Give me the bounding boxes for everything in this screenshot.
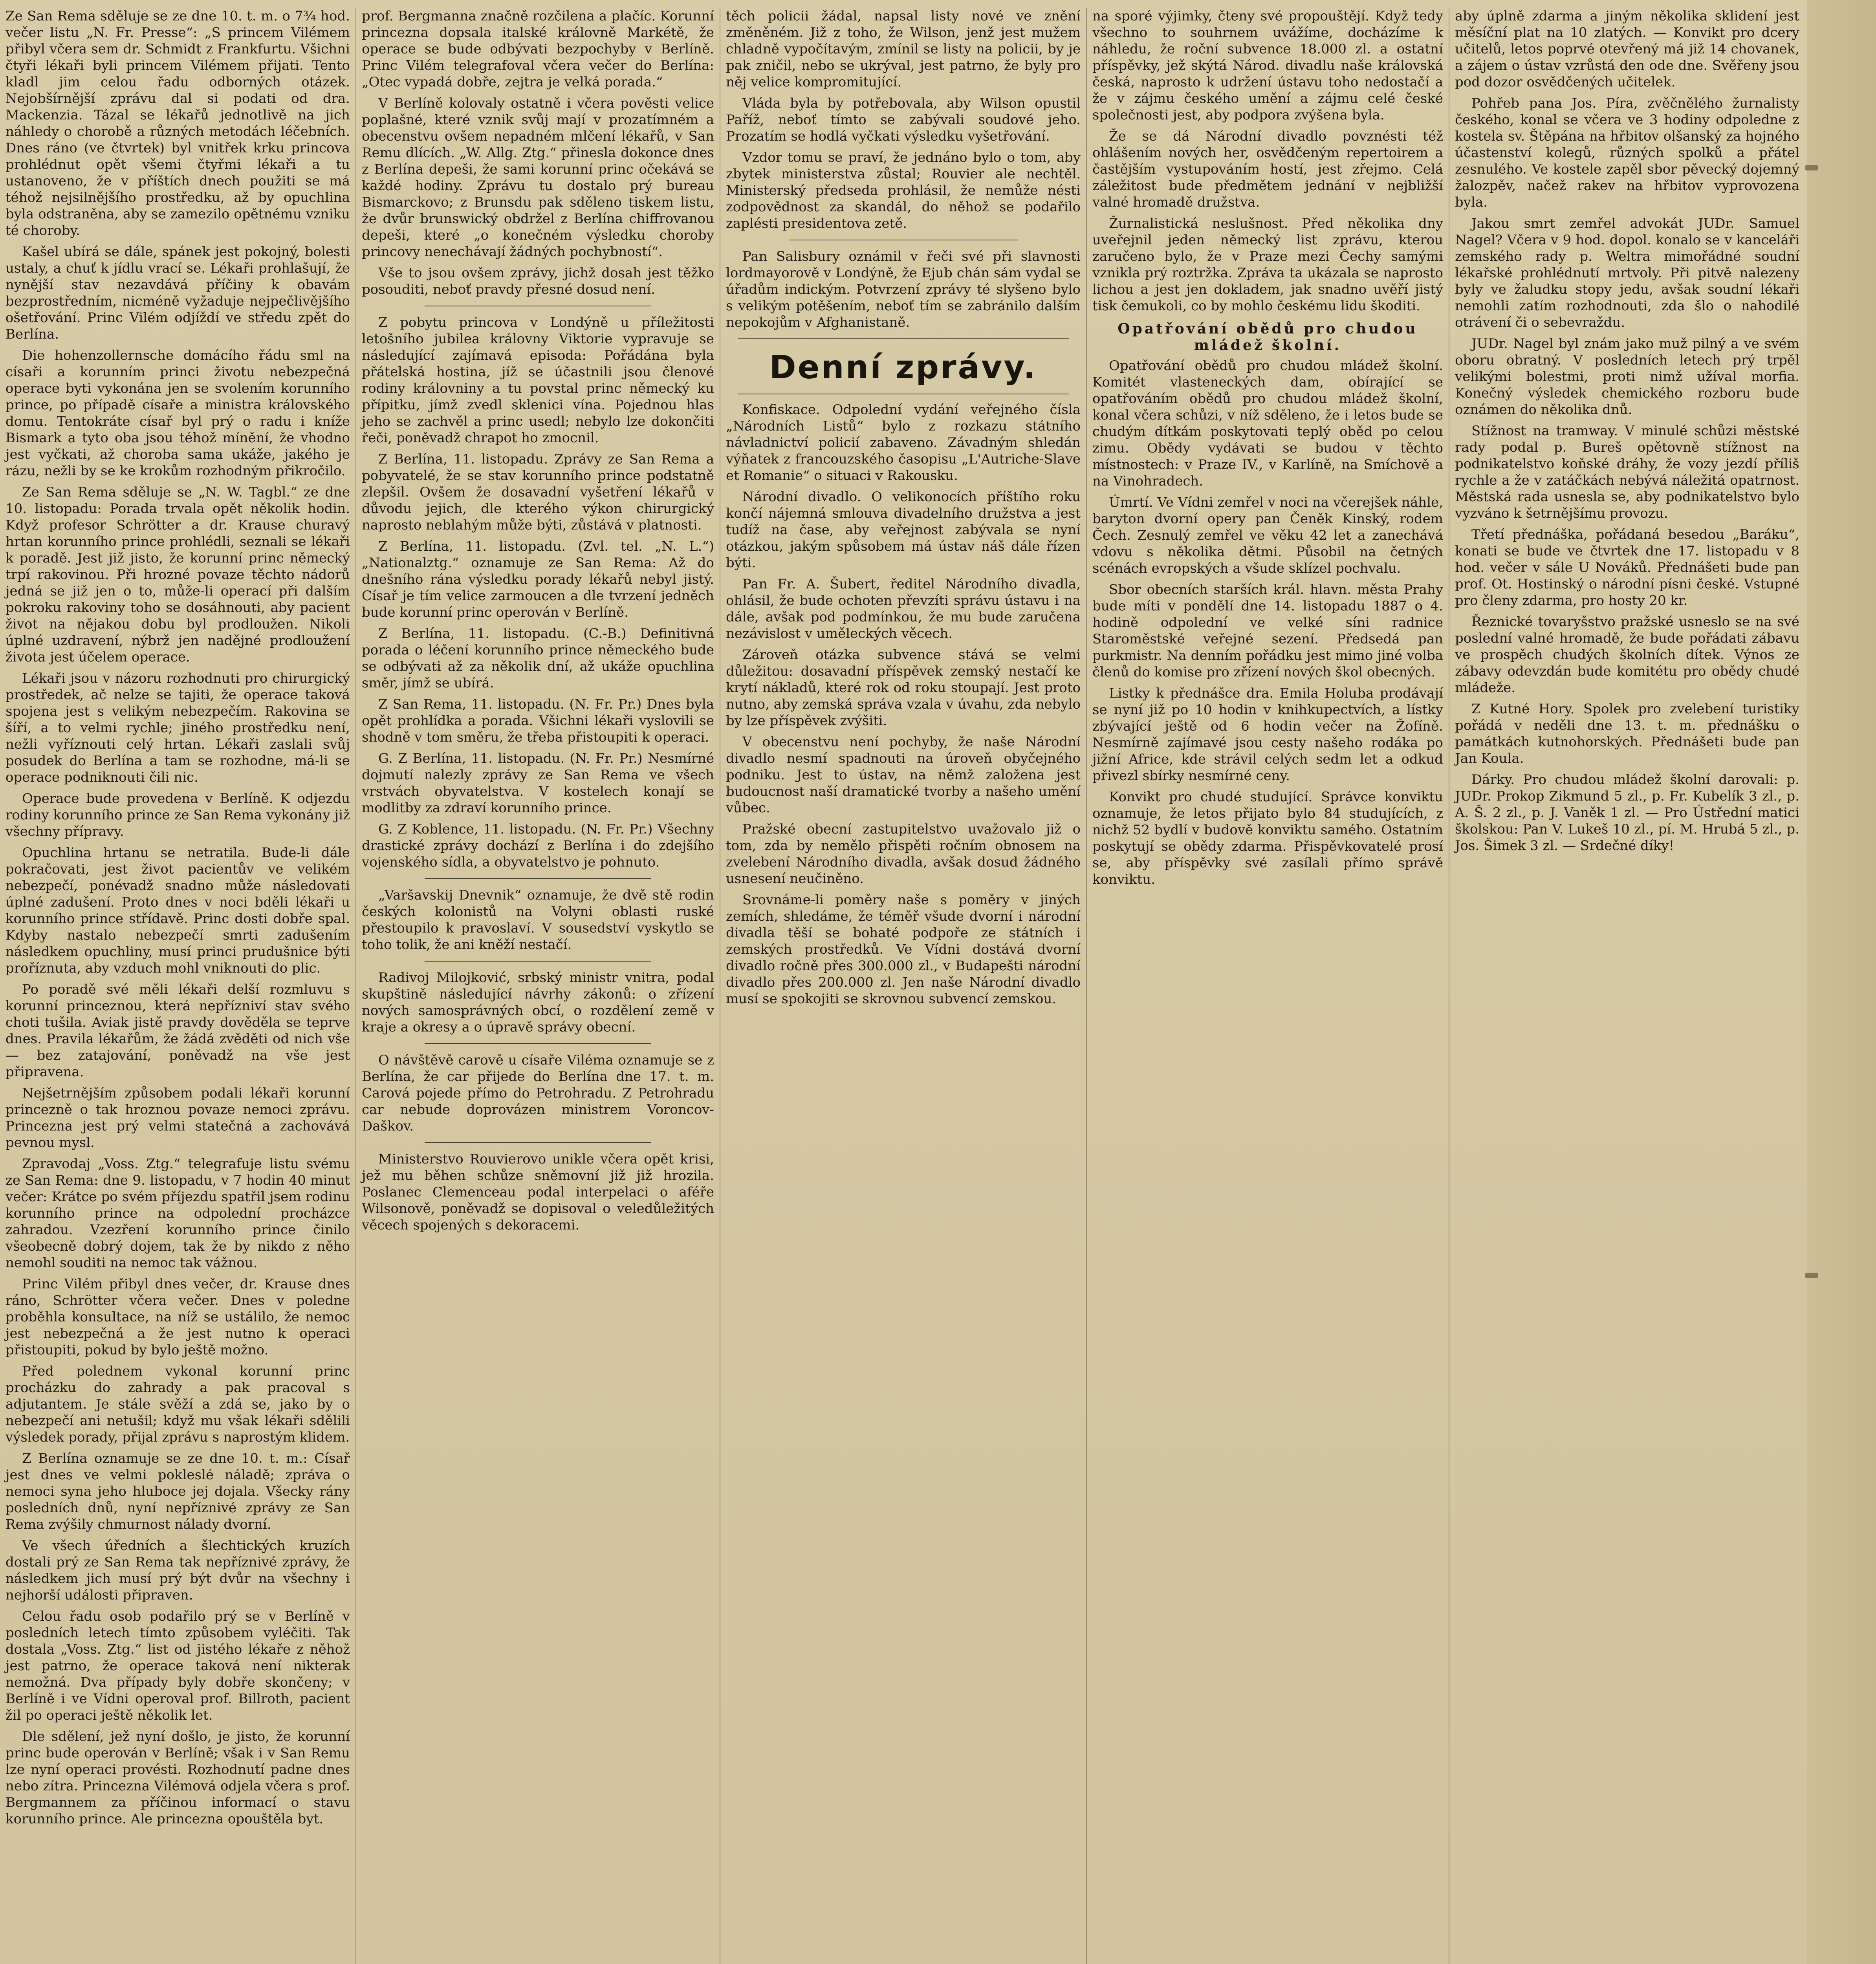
article-paragraph: Z Berlína, 11. listopadu. (C.-B.) Definitivná porada o léčení korunního prince německého bude se odbývati až za několik dní, až ukáže opuchlina směr, jímž se ubírá. [362,626,714,691]
binding-mark [1805,1273,1818,1278]
article-paragraph: Úmrtí. Ve Vídni zemřel v noci na včerejšek náhle, baryton dvorní opery pan Čeněk Kinský, rodem Čech. Zesnulý zemřel ve věku 42 let a zanechává vdovu s několika dětmi. Působil na četných scénách evropských a všude sklízel pochvalu. [1092,495,1443,576]
article-paragraph: Vláda byla by potřebovala, aby Wilson opustil Paříž, neboť tímto se zabývali soudové jeho. Prozatím se hodlá vyčkati výsledku vyšetřování. [726,95,1081,144]
section-divider [425,961,651,962]
article-paragraph: Pražské obecní zastupitelstvo uvažovalo již o tom, zda by nemělo přispěti ročním obnosem na zvelebení Národního divadla, avšak dosud žádného usnesení neučiněno. [726,821,1081,887]
article-paragraph: Pan Salisbury oznámil v řeči své při slavnosti lordmayorově v Londýně, že Ejub chán sám vydal se úřadům indickým. Potvrzení zprávy té slyšeno bylo s velikým potěšením, neboť tím se zabránilo dalším nepokojům v Afghanistaně. [726,249,1081,330]
article-paragraph: Radivoj Milojković, srbský ministr vnitra, podal skupštině následující návrhy zákonů: o zřízení nových samosprávných obcí, o rozdělení země v kraje a okresy a o úpravě správy obecní. [362,970,714,1035]
column-5 [1449,8,1805,1964]
article-paragraph: Pan Fr. A. Šubert, ředitel Národního divadla, ohlásil, že bude ochoten převzíti správu ústavu i na dále, avšak pod podmínkou, že mu bude zaručena nezávislost v uměleckých věcech. [726,576,1081,641]
article-paragraph: na sporé výjimky, čteny své propouštějí. Když tedy všechno to souhrnem uvážíme, docházíme k náhledu, že roční subvence 18.000 zl. a ostatní příspěvky, jež skýtá Národ. divadlu naše královská česká, naprosto k udržení ústavu toho nedostačí a že v zájmu českého umění a zájmu celé české společnosti jest, aby podpora zvýšena byla. [1092,8,1443,123]
article-paragraph: aby úplně zdarma a jiným několika sklidení jest měsíční plat na 10 zlatých. — Konvikt pro dcery učitelů, letos poprvé otevřený má již 14 chovanek, a zájem o ústav vzrůstá den ode dne. Svěřeny jsou pod dozor osvědčených učitelek. [1455,8,1799,90]
article-paragraph: G. Z Berlína, 11. listopadu. (N. Fr. Pr.) Nesmírné dojmutí nalezly zprávy ze San Rema ve všech vrstvách obyvatelstva. V kostelech konají se modlitby za zdraví korunního prince. [362,751,714,816]
article-paragraph: Po poradě své měli lékaři delší rozmluvu s korunní princeznou, která nepřízniví stav svého choti tušila. Aviak jistě pravdy dověděla se teprve dnes. Pravila lékařům, že žádá zvěděti od nich vše — bez zatajování, poněvadž na vše jest připravena. [5,982,350,1080]
section-divider [425,878,651,879]
article-paragraph: Z Berlína, 11. listopadu. Zprávy ze San Rema a pobyvatelé, že se stav korunního prince podstatně zlepšil. Ovšem že dosavadní vyšetření lékařů v důvodu jejich, dle kterého výkon chirurgický naprosto neblahým může býti, zůstává v platnosti. [362,451,714,533]
article-subheading: Opatřování obědů pro chudou mládež školní. [1118,321,1418,354]
article-paragraph: „Varšavskij Dnevnik“ oznamuje, že dvě stě rodin českých kolonistů na Volyni oblasti ruské přestoupilo k pravoslaví. V sousedství vyskytlo se toho tolik, že ani kněží nestačí. [362,887,714,953]
article-paragraph: Zpravodaj „Voss. Ztg.“ telegrafuje listu svému ze San Rema: dne 9. listopadu, v 7 hodin 40 minut večer: Krátce po svém příjezdu spatřil jsem rodinu korunního prince na odpolední procházce zahradou. Vzezření korunního prince činilo všeobecně dobrý dojem, tak že by nikdo z něho nemohl souditi na nemoc tak vážnou. [5,1156,350,1271]
article-paragraph: Z Kutné Hory. Spolek pro zvelebení turistiky pořádá v neděli dne 13. t. m. přednášku o památkách kutnohorských. Přednášeti bude pan Jan Koula. [1455,701,1799,766]
article-paragraph: JUDr. Nagel byl znám jako muž pilný a ve svém oboru obratný. V posledních letech prý trpěl velikými bolestmi, proti nimž užíval morfia. Konečný výsledek chemického rozboru bude oznámen do několika dnů. [1455,336,1799,418]
article-paragraph: Pohřeb pana Jos. Píra, zvěčnělého žurnalisty českého, konal se včera ve 3 hodiny odpoledne z kostela sv. Štěpána na hřbitov olšanský za hojného účastenství kolegů, různých spolků a přátel zesnulého. Ve kostele zapěl sbor pěvecký dojemný žalozpěv, načež rakev na hřbitov vyprovozena byla. [1455,95,1799,210]
article-paragraph: Jakou smrt zemřel advokát JUDr. Samuel Nagel? Včera v 9 hod. dopol. konalo se v kanceláři zemského rady p. Weltra mimořádné soudní lékařské prohlédnutí mrtvoly. Při pitvě nalezeny byly ve žaludku stopy jedu, avšak soudní lékaři nemohli zatím rozhodnouti, zda šlo o nahodilé otrávení či o sebevraždu. [1455,216,1799,330]
article-paragraph: Operace bude provedena v Berlíně. K odjezdu rodiny korunního prince ze San Rema vykonány již všechny přípravy. [5,791,350,839]
article-paragraph: Srovnáme-li poměry naše s poměry v jiných zemích, shledáme, že téměř všude dvorní i národní divadla těší se bohaté podpoře ze státních i zemských prostředků. Ve Vídni dostává dvorní divadlo ročně přes 300.000 zl., v Budapešti národní divadlo přes 200.000 zl. Jen naše Národní divadlo musí se spokojiti se skrovnou subvencí zemskou. [726,892,1081,1007]
article-paragraph: Lékaři jsou v názoru rozhodnuti pro chirurgický prostředek, ač nelze se tajiti, že operace taková spojena jest s velikým nebezpečím. Rakovina se šíří, a to velmi rychle; jiného prostředku není, nežli vyříznouti celý hrtan. Lékaři zaslali svůj posudek do Berlína a tam se rozhodne, má-li se operace podniknouti čili nic. [5,671,350,785]
binding-mark [1805,165,1818,170]
column-1 [0,8,355,1964]
article-paragraph: Ministerstvo Rouvierovo unikle včera opět krisi, jež mu běhen schůze sněmovní již již hrozila. Poslanec Clemenceau podal interpelaci o aféře Wilsonově, poněvadž se dopisoval o veledůležitých věcech spojených s dekoracemi. [362,1151,714,1233]
article-paragraph: Národní divadlo. O velikonocích příštího roku končí nájemná smlouva divadelního družstva a jest tudíž na čase, aby veřejnost zabývala se nyní otázkou, jakým spůsobem má ústav náš dále řízen býti. [726,489,1081,571]
section-divider [425,1142,651,1143]
article-paragraph: Stížnost na tramway. V minulé schůzi městské rady podal p. Bureš opětovně stížnost na podnikatelstvo koňské dráhy, že vozy jezdí příliš rychle a že v zatáčkách nebývá náležitá opatrnost. Městská rada usnesla se, aby podnikatelstvo bylo vyzváno k šetrnějšímu provozu. [1455,423,1799,521]
article-paragraph: Řeznické tovaryšstvo pražské usneslo se na své poslední valné hromadě, že bude pořádati zábavu ve prospěch chudých školních dítek. Výnos ze zábavy odevzdán bude komitétu pro obědy chudé mládeže. [1455,614,1799,696]
article-paragraph: Před polednem vykonal korunní princ procházku do zahrady a pak pracoval s adjutantem. Je stále svěží a zdá se, jako by o nebezpečí ani netušil; když mu však lékaři sdělili výsledek porady, přijal zprávu s naprostým klidem. [5,1363,350,1445]
article-paragraph: Opatřování obědů pro chudou mládež školní. Komitét vlasteneckých dam, obírající se opatřováním obědů pro chudou mládež školní, konal včera schůzi, v níž sděleno, že i letos bude se chudým dítkám poskytovati teplý oběd po celou zimu. Obědy vydávati se budou v těchto místnostech: v Praze IV., v Karlíně, na Smíchově a na Vinohradech. [1092,358,1443,489]
article-paragraph: Vzdor tomu se praví, že jednáno bylo o tom, aby zbytek ministerstva zůstal; Rouvier ale nechtěl. Ministerský předseda prohlásil, že nemůže nésti zodpovědnost za skandál, do něhož se podařilo zaplésti presidentova zetě. [726,150,1081,231]
article-paragraph: Zároveň otázka subvence stává se velmi důležitou: dosavadní příspěvek zemský nestačí ke krytí nákladů, které rok od roku stoupají. Jest proto nutno, aby zemská správa vzala v úvahu, zda nebylo by lze příspěvek zvýšiti. [726,647,1081,729]
article-paragraph: Konfiskace. Odpolední vydání veřejného čísla „Národních Listů“ bylo z rozkazu státního návladnictví policií zabaveno. Závadným shledán výňatek z francouzského časopisu „L'Autriche-Slave et Romanie“ o situaci v Rakousku. [726,402,1081,484]
article-paragraph: Z Berlína, 11. listopadu. (Zvl. tel. „N. L.“) „Nationalztg.“ oznamuje ze San Rema: Až do dnešního rána výsledku porady lékařů nebyl jistý. Císař je tím velice zarmoucen a dle tvrzení jedněch bude korunní princ operován v Berlíně. [362,539,714,620]
column-3 [720,8,1086,1964]
article-paragraph: Die hohenzollernsche domácího řádu sml na císaři a korunním princi životu nebezpečná operace byti vykonána jen se svolením korunního prince, po případě císaře a ministra královského domu. Tentokráte císař byl prý o radu i kníže Bismark a tyto oba jsou téhož mínění, že vhodno jest vyčkati, až choroba sama ukáže, jakého je rázu, nežli by se ke krokům rozhodným přikročilo. [5,348,350,479]
article-paragraph: Ve všech úředních a šlechtických kruzích dostali prý ze San Rema tak nepříznivé zprávy, že následkem jich musí prý být dvůr na všechny i nejhorší události připraven. [5,1538,350,1603]
article-paragraph: V obecenstvu není pochyby, že naše Národní divadlo nesmí spadnouti na úroveň obyčejného podniku. Jest to ústav, na němž založena jest budoucnost naší dramatické tvorby a našeho umění vůbec. [726,734,1081,816]
article-paragraph: Opuchlina hrtanu se netratila. Bude-li dále pokračovati, jest život pacientův ve velikém nebezpečí, ponévadž snadno může následovati úplné zadušení. Proto dnes v noci bděli lékaři u korunního prince střídavě. Princ dosti dobře spal. Kdyby nastalo nebezpečí smrti zadušením následkem opuchliny, musí princi prudušnice býti proříznuta, aby vzduch mohl vniknouti do plic. [5,845,350,976]
article-paragraph: Žurnalistická neslušnost. Před několika dny uveřejnil jeden německý list zprávu, kterou zaručeno bylo, že v Praze mezi Čechy samými vznikla prý roztržka. Zpráva ta ukázala se naprosto lichou a jest jen dokladem, jak snadno uvěří jistý tisk čemukoli, co by mohlo českému lidu škoditi. [1092,216,1443,314]
article-paragraph: Listky k přednášce dra. Emila Holuba prodávají se nyní již po 10 hodin v knihkupectvích, a lístky zbývající ještě od 6 hodin večer na Žofíně. Nesmírně zajímavé jsou cesty našeho rodáka po jižní Africe, kde strávil celých sedm let a odkud přivezl sbírky nesmírné ceny. [1092,685,1443,784]
article-paragraph: G. Z Koblence, 11. listopadu. (N. Fr. Pr.) Všechny drastické zprávy dochází z Berlína i do zdejšího vojenského sídla, a obyvatelstvo je pohnuto. [362,821,714,870]
article-paragraph: prof. Bergmanna značně rozčilena a plačíc. Korunní princezna dopsala italské královně Markétě, že operace se bude odbývati bezpochyby v Berlíně. Princ Vilém telegrafoval včera večer do Berlína: „Otec vypadá dobře, zejtra je velká porada.“ [362,8,714,90]
article-paragraph: Vše to jsou ovšem zprávy, jichž dosah jest těžko posouditi, neboť pravdy přesné dosud není. [362,265,714,297]
article-paragraph: Celou řadu osob podařilo prý se v Berlíně v posledních letech tímto způsobem vyléčiti. Tak dostala „Voss. Ztg.“ list od jistého lékaře z něhož jest patrno, že operace taková není nikterak nemožná. Dva případy byly dobře skončeny; v Berlíně i ve Vídni operoval prof. Billroth, pacient žil po operaci ještě několik let. [5,1609,350,1723]
article-paragraph: Že se dá Národní divadlo povznésti též ohlášením nových her, osvědčeným repertoirem a častějším vystupováním hostí, jest zřejmo. Celá záležitost bude předmětem jednání v nejbližší valné hromadě družstva. [1092,128,1443,210]
article-paragraph: Princ Vilém přibyl dnes večer, dr. Krause dnes ráno, Schrötter včera večer. Dnes v poledne proběhla konsultace, na níž se ustálilo, že nemoc jest nebezpečná a že jest nutno k operaci přistoupiti, pokud by bylo ještě možno. [5,1276,350,1358]
article-paragraph: Třetí přednáška, pořádaná besedou „Baráku“, konati se bude ve čtvrtek dne 17. listopadu v 8 hod. večer v sále U Nováků. Přednášeti bude pan prof. Ot. Hostinský o národní písni české. Vstupné pro členy zdarma, pro hosty 20 kr. [1455,527,1799,608]
article-paragraph: Dle sdělení, jež nyní došlo, je jisto, že korunní princ bude operován v Berlíně; však i v San Remu lze nyní operaci provésti. Rozhodnutí padne dnes nebo zítra. Princezna Vilémová odjela včera s prof. Bergmannem za příčinou informací o stavu korunního prince. Ale princezna opouštěla byt. [5,1729,350,1827]
article-paragraph: Sbor obecních starších král. hlavn. města Prahy bude míti v pondělí dne 14. listopadu 1887 o 4. hodině odpolední ve velké síni radnice Staroměstské veřejné sezení. Předsedá pan purkmistr. Na denním pořádku jest mimo jiné volba členů do komise pro zřízení nových škol obecných. [1092,582,1443,680]
section-divider [425,1043,651,1044]
article-paragraph: těch policii žádal, napsal listy nové ve znění změněném. Již z toho, že Wilson, jenž jest mužem chladně vypočítavým, zmínil se listy na policii, by je pak zničil, nebo se ukrýval, jest patrno, že byly pro něj velice kompromitující. [726,8,1081,90]
article-paragraph: Nejšetrnějším způsobem podali lékaři korunní princezně o tak hroznou povaze nemoci zprávu. Princezna jest prý velmi statečná a zachovává pevnou mysl. [5,1085,350,1151]
article-paragraph: V Berlíně kolovaly ostatně i včera pověsti velice poplašné, které vznik svůj mají v prozatímném a obecenstvu ovšem nepadném mlčení lékařů, v San Remu dlících. „W. Allg. Ztg.“ přinesla dokonce dnes z Berlína depeši, že sami korunní princ očekává se každé hodiny. Zprávu tu dostalo prý bureau Bismarckovo; z Brunsdu pak sděleno tiskem listu, že dvůr brunswický obdržel z Berlína chiffrovanou depeši, které „o konečném výsledku choroby princovy nenechávají žádných pochybností“. [362,95,714,260]
article-paragraph: Kašel ubírá se dále, spánek jest pokojný, bolesti ustaly, a chuť k jídlu vrací se. Lékaři prohlašují, že nynější stav nezavdává příčiny k obavám bezprostředním, nicméně vyžaduje nejpečlivějšího ošetřování. Princ Vilém odjíždí ve středu zpět do Berlína. [5,244,350,342]
column-2 [356,8,720,1964]
article-paragraph: Ze San Rema sděluje se „N. W. Tagbl.“ ze dne 10. listopadu: Porada trvala opět několik hodin. Když profesor Schrötter a dr. Krause churavý hrtan korunního prince prohlédli, seznali se lékaři k poradě. Jest již jisto, že korunní princ německý trpí rakovinou. Při hrozné povaze těchto nádorů jedná se již jen o to, může-li operací při dalším pokroku rakoviny toho se dosáhnouti, aby pacient život na nějakou dobu byl prodloužen. Nikoli úplné uzdravení, nýbrž jen nadějné prodloužení života jest účelem operace. [5,484,350,665]
article-paragraph: Z San Rema, 11. listopadu. (N. Fr. Pr.) Dnes byla opět prohlídka a porada. Všichni lékaři vyslovili se shodně v tom směru, že třeba přistoupiti k operaci. [362,696,714,745]
article-paragraph: Konvikt pro chudé studující. Správce konviktu oznamuje, že letos přijato bylo 84 studujících, z nichž 52 bydlí v budově konviktu samého. Ostatním poskytují se obědy zdarma. Přispěvkovatelé prosí se, aby příspěvky své zasílali přímo správě konviktu. [1092,789,1443,887]
column-4 [1087,8,1449,1964]
page-edge-margin [1807,0,1876,1964]
article-paragraph: Dárky. Pro chudou mládež školní darovali: p. JUDr. Prokop Zikmund 5 zl., p. Fr. Kubelík 3 zl., p. A. Š. 2 zl., p. J. Vaněk 1 zl. — Pro Ústřední matici školskou: Pan V. Lukeš 10 zl., pí. M. Hrubá 5 zl., p. Jos. Šimek 3 zl. — Srdečné díky! [1455,772,1799,854]
article-paragraph: Z pobytu princova v Londýně u příležitosti letošního jubilea královny Viktorie vypravuje se následující zajímavá episoda: Pořádána byla přátelská hostina, jíž se účastnili jsou členové rodiny královniny a tu povstal princ německý ku přípitku, jímž zvedl sklenici vína. Pojednou hlas jeho se zachvěl a princ usedl; nebylo lze dokončiti řeči, poněvadž chrapot ho zmocnil. [362,315,714,446]
section-divider [738,338,1069,339]
article-paragraph: Ze San Rema sděluje se ze dne 10. t. m. o 7¾ hod. večer listu „N. Fr. Presse“: „S princem Vilémem přibyl včera sem dr. Schmidt z Frankfurtu. Všichni čtyři lékaři byli princem Vilémem přijati. Tento kladl jim celou řadu odborných otázek. Nejobšírnější zprávu dal si podati od dra. Mackenzia. Tázal se lékařů jednotlivě na jich náhledy o chorobě a různých metodách léčebních. Dnes ráno (ve čtvrtek) byl vnitřek krku princova prohlédnut opět všemi čtyřmi lékaři a tu ustanoveno, že v příštích dnech použiti se má téhož nejsilnějšího prostředku, až by opuchlina byla odstraněna, aby se zamezilo opětnému vzniku té choroby. [5,8,350,238]
article-paragraph: Z Berlína oznamuje se ze dne 10. t. m.: Císař jest dnes ve velmi pokleslé náladě; zpráva o nemoci syna jeho hluboce jej dojala. Všecky rány posledních dnů, nyní nepříznivé zprávy ze San Rema zvýšily chmurnost nálady dvorní. [5,1451,350,1532]
section-heading: Denní zprávy. [769,349,1037,386]
article-paragraph: O návštěvě carově u císaře Viléma oznamuje se z Berlína, že car přijede do Berlína dne 17. t. m. Carová pojede přímo do Petrohradu. Z Petrohradu car nebude doprovázen ministrem Voroncov-Daškov. [362,1052,714,1134]
